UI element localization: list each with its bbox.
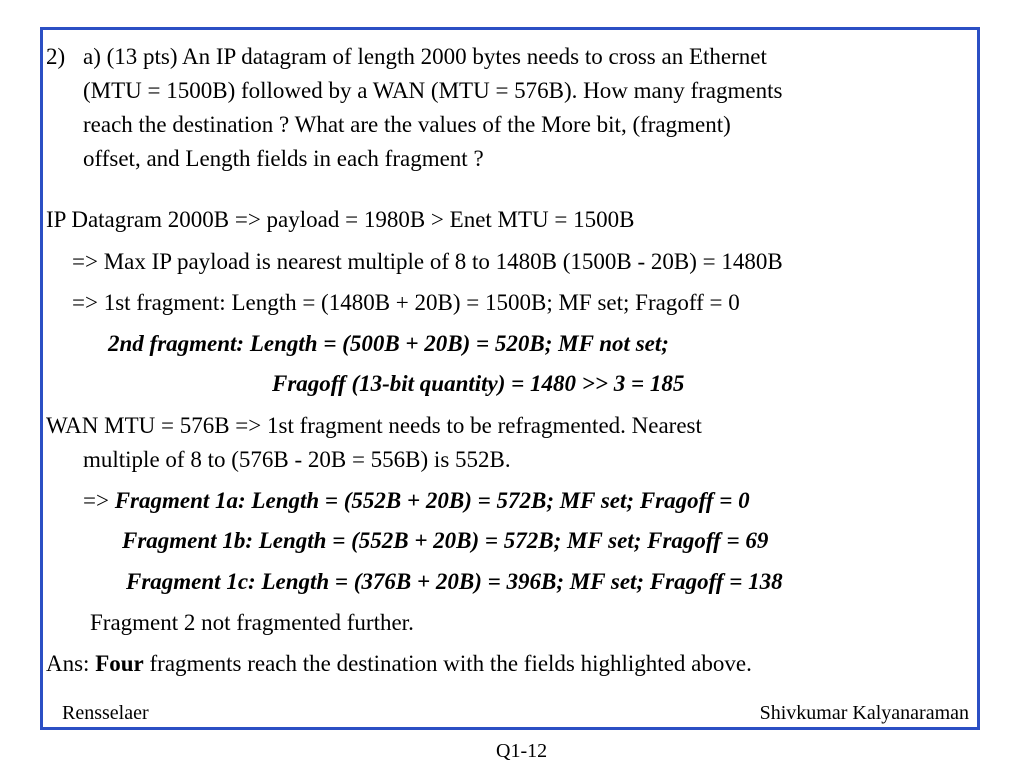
fragment-1b-line: Fragment 1b: Length = (552B + 20B) = 572B; MF set; Fragoff = 69 — [122, 528, 769, 553]
fragment-1a-prefix: => — [83, 488, 115, 513]
answer-line — [46, 647, 752, 681]
question-number: 2) — [46, 44, 66, 69]
question-line-3: reach the destination ? What are the values of the More bit, (fragment) — [83, 112, 731, 137]
question-line-4: offset, and Length fields in each fragment ? — [83, 146, 484, 171]
ip-datagram-line: IP Datagram 2000B => payload = 1980B > Enet MTU = 1500B — [46, 207, 635, 232]
slide-number: Q1-12 — [496, 740, 548, 762]
question-line-2: (MTU = 1500B) followed by a WAN (MTU = 576B). How many fragments — [83, 78, 783, 103]
fragment-1c-line: Fragment 1c: Length = (376B + 20B) = 396B; MF set; Fragoff = 138 — [126, 569, 783, 594]
footer-left: Rensselaer — [62, 702, 149, 724]
wan-mtu-line-2: multiple of 8 to (576B - 20B = 556B) is 552B. — [83, 447, 511, 472]
max-payload-line: => Max IP payload is nearest multiple of 8 to 1480B (1500B - 20B) = 1480B — [72, 249, 783, 274]
answer-bold: Four — [95, 651, 144, 676]
second-fragment-line: 2nd fragment: Length = (500B + 20B) = 520B; MF not set; — [108, 331, 669, 356]
fragment-1a-line — [83, 484, 750, 518]
wan-mtu-line-1: WAN MTU = 576B => 1st fragment needs to be refragmented. Nearest — [46, 413, 702, 438]
answer-rest: fragments reach the destination with the fields highlighted above. — [143, 651, 752, 676]
fragment-1a-text: Fragment 1a: Length = (552B + 20B) = 572B; MF set; Fragoff = 0 — [114, 488, 750, 513]
second-fragoff-line: Fragoff (13-bit quantity) = 1480 >> 3 = 185 — [272, 371, 685, 396]
fragment-2-line: Fragment 2 not fragmented further. — [90, 610, 414, 635]
first-fragment-line: => 1st fragment: Length = (1480B + 20B) = 1500B; MF set; Fragoff = 0 — [72, 290, 740, 315]
question-line-1: a) (13 pts) An IP datagram of length 2000 bytes needs to cross an Ethernet — [83, 44, 767, 69]
footer-right: Shivkumar Kalyanaraman — [759, 702, 969, 724]
answer-prefix: Ans: — [46, 651, 96, 676]
